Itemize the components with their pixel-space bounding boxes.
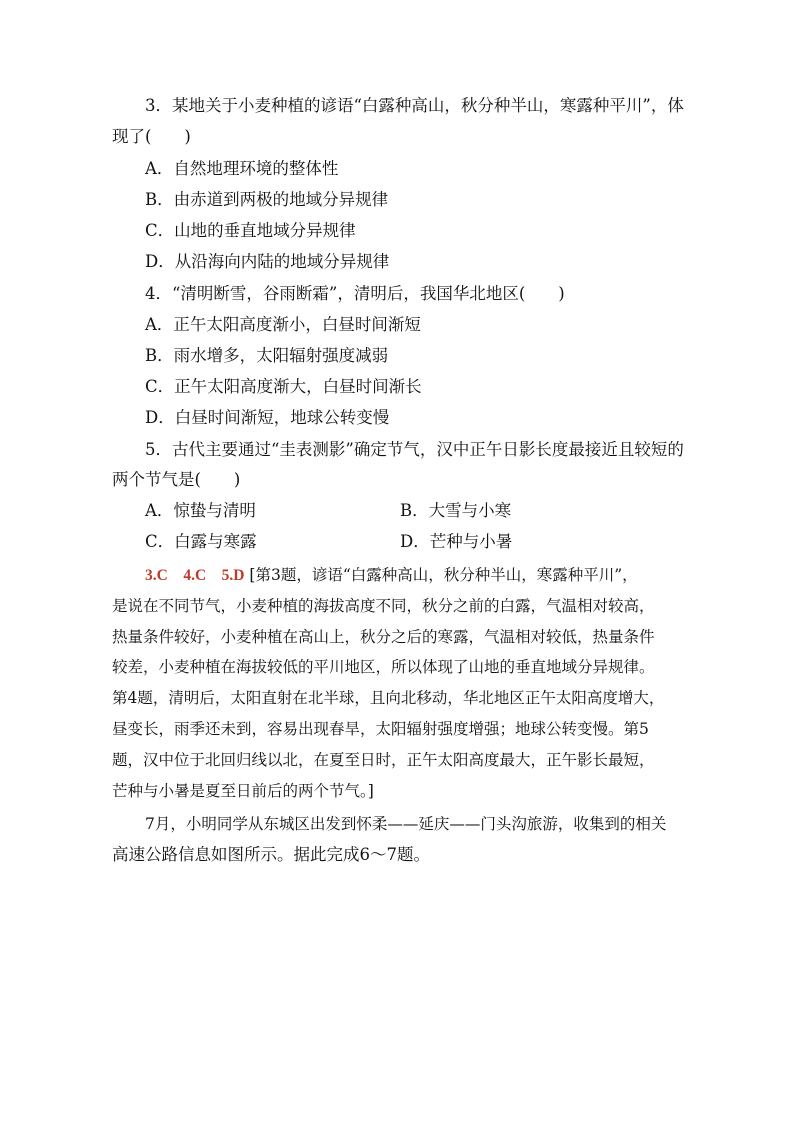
question-5-option-row-1 — [0, 499, 794, 523]
answer-line-5: 第4题，清明后，太阳直射在北半球，且向北移动，华北地区正午太阳高度增大， — [112, 689, 665, 707]
intro-line-2: 高速公路信息如图所示。据此完成6～7题。 — [112, 845, 430, 864]
question-5-option-d: D．芒种与小暑 — [400, 532, 513, 551]
question-3-option-a: A．自然地理环境的整体性 — [145, 159, 339, 178]
question-5-option-a: A．惊蛰与清明 — [145, 501, 256, 520]
question-5-option-row-2 — [0, 530, 794, 554]
answer-line-2: 是说在不同节气，小麦种植的海拔高度不同，秋分之前的白露，气温相对较高， — [112, 597, 655, 615]
question-3-stem: 3．某地关于小麦种植的谚语“白露种高山，秋分种半山，寒露种平川”，体 — [145, 96, 684, 115]
question-4-option-a: A．正午太阳高度渐小，白昼时间渐短 — [145, 315, 421, 334]
question-5-stem: 5．古代主要通过“圭表测影”确定节气，汉中正午日影长度最接近且较短的 — [145, 440, 684, 459]
answer-line-4: 较差，小麦种植在海拔较低的平川地区，所以体现了山地的垂直地域分异规律。 — [112, 658, 655, 676]
answer-line-3: 热量条件较好，小麦种植在高山上，秋分之后的寒露，气温相对较低，热量条件 — [112, 628, 655, 646]
answer-line-6: 昼变长，雨季还未到，容易出现春旱，太阳辐射强度增强；地球公转变慢。第5 — [112, 720, 649, 738]
question-3-option-c: C．山地的垂直地域分异规律 — [145, 221, 356, 240]
question-3-option-d: D．从沿海向内陆的地域分异规律 — [145, 252, 390, 271]
question-4-option-b: B．雨水增多，太阳辐射强度减弱 — [145, 346, 389, 365]
answer-line-1 — [0, 563, 794, 588]
question-4-option-d: D．白昼时间渐短，地球公转变慢 — [145, 408, 390, 427]
question-4-stem: 4．“清明断雪，谷雨断霜”，清明后，我国华北地区( ) — [145, 284, 565, 303]
question-5-option-b: B．大雪与小寒 — [400, 501, 512, 520]
intro-line-1: 7月，小明同学从东城区出发到怀柔——延庆——门头沟旅游，收集到的相关 — [145, 815, 667, 833]
question-3-stem-cont: 现了( ) — [112, 127, 191, 146]
question-5-option-c: C．白露与寒露 — [145, 532, 257, 551]
answer-key: 3.C 4.C 5.D — [145, 567, 245, 584]
answer-line-8: 芒种与小暑是夏至日前后的两个节气。] — [112, 782, 374, 800]
question-3-option-b: B．由赤道到两极的地域分异规律 — [145, 190, 389, 209]
answer-line-7: 题，汉中位于北回归线以北，在夏至日时，正午太阳高度最大，正午影长最短， — [112, 751, 655, 769]
question-4-option-c: C．正午太阳高度渐大，白昼时间渐长 — [145, 377, 422, 396]
question-5-stem-cont: 两个节气是( ) — [112, 470, 241, 489]
answer-explanation-start: [第3题，谚语“白露种高山，秋分种半山，寒露种平川”， — [249, 566, 638, 584]
